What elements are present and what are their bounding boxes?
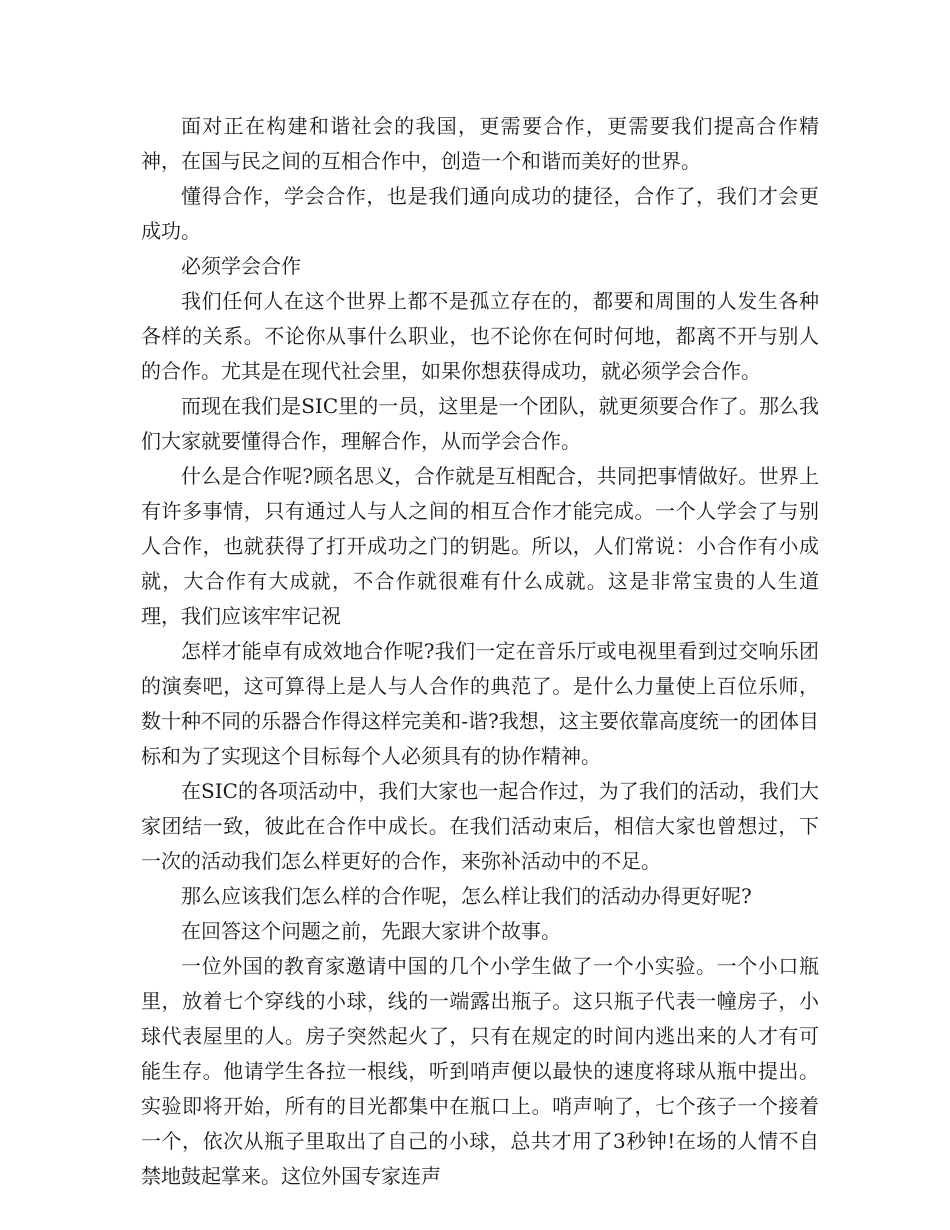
paragraph-bottle-experiment: 一位外国的教育家邀请中国的几个小学生做了一个小实验。一个小口瓶里，放着七个穿线的小球，线的一端露出瓶子。这只瓶子代表一幢房子，小球代表屋里的人。房子突然起火了，只有在规定的时间内逃出来的人才有可能生存。他请学生各拉一根线，听到哨声便以最快的速度将球从瓶中提出。实验即将开始，所有的目光都集中在瓶口上。哨声响了，七个孩子一个接着一个，依次从瓶子里取出了自己的小球，总共才用了3秒钟!在场的人情不自禁地鼓起掌来。这位外国专家连声 [141,954,819,1188]
paragraph-question: 那么应该我们怎么样的合作呢，怎么样让我们的活动办得更好呢? [181,884,752,908]
document-body [141,109,819,1194]
paragraph-story-intro: 在回答这个问题之前，先跟大家讲个故事。 [181,919,561,943]
paragraph-no-one-isolated: 我们任何人在这个世界上都不是孤立存在的，都要和周围的人发生各种各样的关系。不论你从事什么职业，也不论你在何时何地，都离不开与别人的合作。尤其是在现代社会里，如果你想获得成功，就必须学会合作。 [141,289,819,383]
paragraph-sic-team: 而现在我们是SIC里的一员，这里是一个团队，就更须要合作了。那么我们大家就要懂得合作，理解合作，从而学会合作。 [141,394,819,453]
paragraph-harmonious-society: 面对正在构建和谐社会的我国，更需要合作，更需要我们提高合作精神，在国与民之间的互相合作中，创造一个和谐而美好的世界。 [141,114,819,173]
paragraph-what-is-cooperation: 什么是合作呢?顾名思义，合作就是互相配合，共同把事情做好。世界上有许多事情，只有通过人与人之间的相互合作才能完成。一个人学会了与别人合作，也就获得了打开成功之门的钥匙。所以，人们常说：小合作有小成就，大合作有大成就，不合作就很难有什么成就。这是非常宝贵的人生道理，我们应该牢牢记祝 [141,464,819,628]
paragraph-sic-activities: 在SIC的各项活动中，我们大家也一起合作过，为了我们的活动，我们大家团结一致，彼此在合作中成长。在我们活动束后，相信大家也曾想过，下一次的活动我们怎么样更好的合作，来弥补活动中的不足。 [141,779,819,873]
paragraph-cooperation-shortcut: 懂得合作，学会合作，也是我们通向成功的捷径，合作了，我们才会更成功。 [141,184,819,243]
section-heading: 必须学会合作 [181,254,301,278]
paragraph-orchestra: 怎样才能卓有成效地合作呢?我们一定在音乐厅或电视里看到过交响乐团的演奏吧，这可算得上是人与人合作的典范了。是什么力量使上百位乐师，数十种不同的乐器合作得这样完美和-谐?我想，这主要依靠高度统一的团体目标和为了实现这个目标每个人必须具有的协作精神。 [141,639,819,768]
